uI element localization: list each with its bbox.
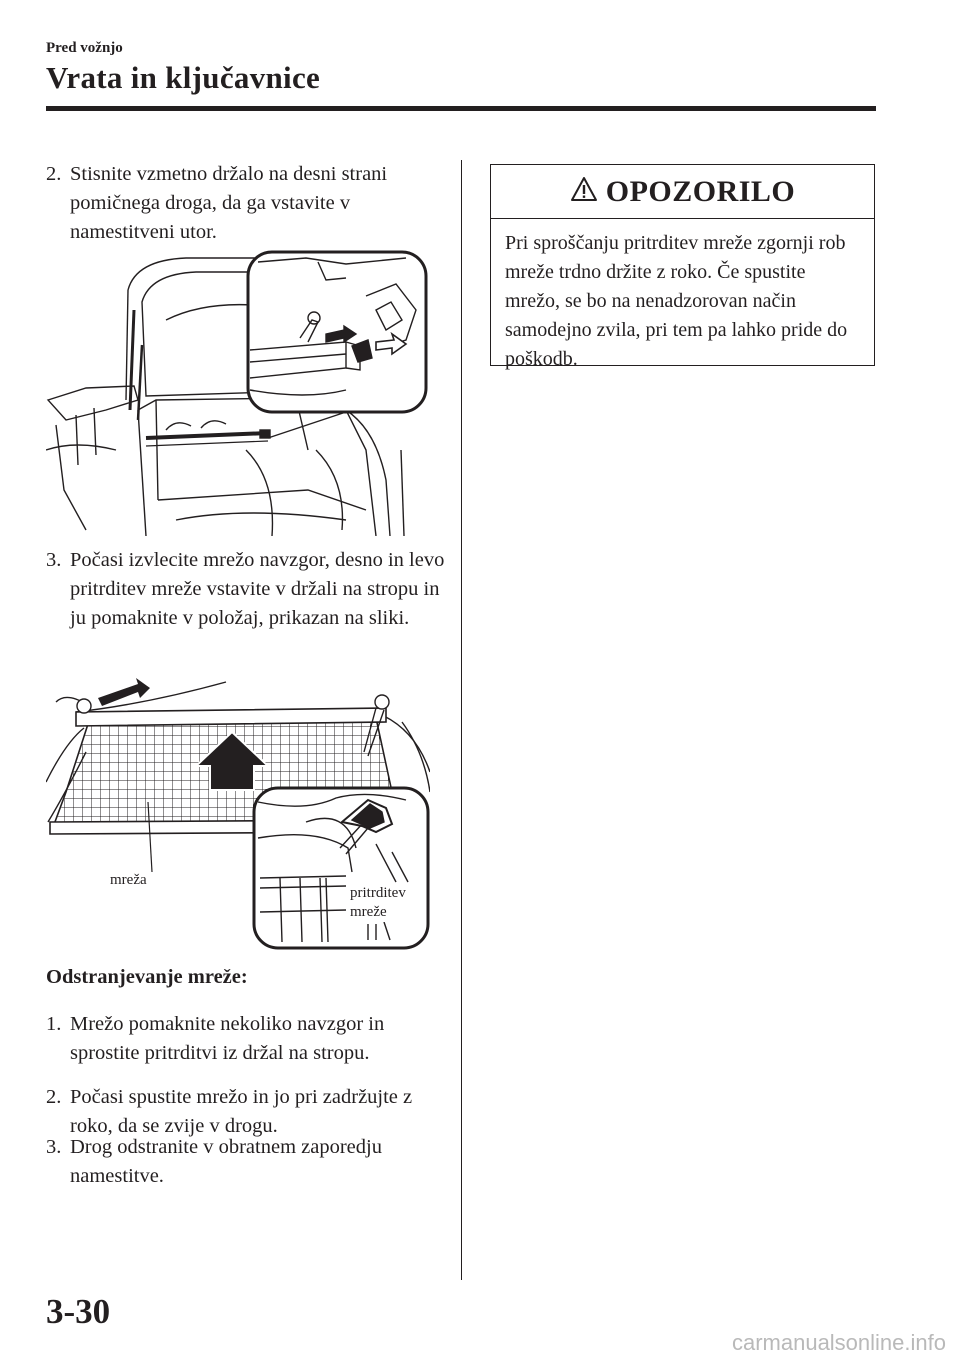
step-text: Drog odstranite v obratnem zaporedju namestitve. <box>70 1136 382 1187</box>
page-title: Vrata in ključavnice <box>46 60 321 95</box>
section-label: Pred vožnjo <box>46 40 123 56</box>
label-net: mreža <box>110 872 147 888</box>
warning-triangle-icon <box>570 176 598 207</box>
warning-title: OPOZORILO <box>605 174 796 208</box>
anchor-detail-inset <box>254 788 428 948</box>
step-number: 3. <box>46 549 62 571</box>
step-number: 3. <box>46 1136 62 1158</box>
warning-header <box>491 165 874 219</box>
label-net-anchor-line2: mreže <box>350 904 387 920</box>
warning-box <box>490 164 875 370</box>
title-rule <box>46 106 876 111</box>
trunk-illustration <box>46 250 430 536</box>
page-number: 3-30 <box>46 1292 111 1331</box>
step-number: 2. <box>46 1086 62 1108</box>
install-step-2 <box>46 160 446 247</box>
warning-text: Pri sproščanju pritrditev mreže zgornji rob mreže trdno držite z roko. Če spustite mrežo, se bo na nenadzorovan način samodejno zvila, pri tem pa lahko pride do poškodb. <box>505 232 848 370</box>
label-net-anchor-line1: pritrditev <box>350 885 406 901</box>
step-text: Stisnite vzmetno držalo na desni strani pomičnega droga, da ga vstavite v namestitveni utor. <box>70 163 388 243</box>
column-divider <box>461 160 462 1280</box>
label-net-anchor <box>350 884 406 922</box>
figure-trunk-rod-install <box>46 250 430 536</box>
step-number: 2. <box>46 163 62 185</box>
remove-step-3 <box>46 1133 446 1191</box>
step-text: Mrežo pomaknite nekoliko navzgor in sprostite pritrditvi iz držal na stropu. <box>70 1013 385 1064</box>
step-text: Počasi izvlecite mrežo navzgor, desno in levo pritrditev mreže vstavite v držali na stropu in ju pomaknite v položaj, prikazan na sliki. <box>70 549 445 629</box>
watermark: carmanualsonline.info <box>731 1330 946 1355</box>
install-step-3 <box>46 546 446 633</box>
step-text: Počasi spustite mrežo in jo pri zadržujte z roko, da se zvije v drogu. <box>70 1086 413 1137</box>
remove-step-1 <box>46 1010 446 1068</box>
removal-heading: Odstranjevanje mreže: <box>46 966 248 988</box>
detail-inset <box>248 252 426 412</box>
step-number: 1. <box>46 1013 62 1035</box>
